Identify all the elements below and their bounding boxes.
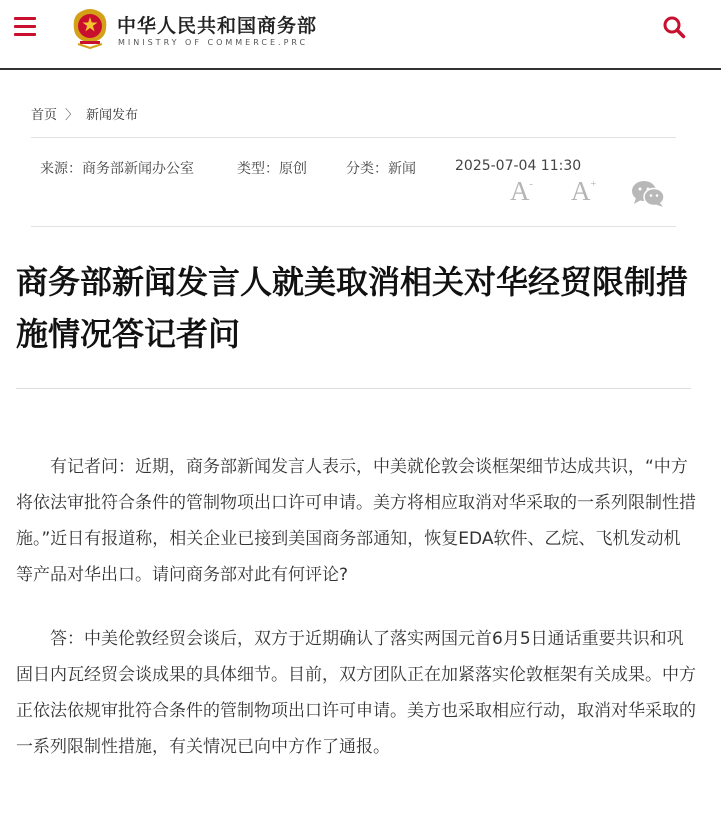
divider (16, 388, 691, 389)
national-emblem-icon[interactable] (70, 7, 110, 49)
font-decrease-sign: - (529, 179, 533, 190)
font-increase-label: A (571, 176, 591, 206)
menu-icon[interactable] (14, 17, 36, 39)
article-paragraph: 答：中美伦敦经贸会谈后，双方于近期确认了落实两国元首6月5日通话重要共识和巩固日内瓦经贸会谈成果的具体细节。目前，双方团队正在加紧落实伦敦框架有关成果。中方正依法依规审批符合条件的管制物项出口许可申请。美方也采取相应行动，取消对华采取的一系列限制性措施，有关情况已向中方作了通报。 (16, 629, 696, 757)
font-increase-sign: + (590, 179, 597, 190)
breadcrumb-home-link[interactable]: 首页 (31, 108, 58, 123)
divider (31, 137, 676, 138)
breadcrumb-separator: 〉 (65, 108, 79, 123)
meta-datetime: 2025-07-04 11:30 (455, 158, 582, 174)
meta-type: 类型：原创 (237, 161, 307, 177)
breadcrumb-current-link[interactable]: 新闻发布 (86, 108, 139, 123)
meta-category: 分类：新闻 (346, 161, 416, 177)
site-header (0, 0, 721, 70)
article-paragraph: 有记者问：近期，商务部新闻发言人表示，中美就伦敦会谈框架细节达成共识，“中方将依法审批符合条件的管制物项出口许可申请。美方将相应取消对华采取的一系列限制性措施。”近日有报道称，相关企业已接到美国商务部通知，恢复EDA软件、乙烷、飞机发动机等产品对华出口。请问商务部对此有何评论? (16, 457, 696, 585)
font-decrease-button[interactable] (510, 178, 533, 205)
article-title: 商务部新闻发言人就美取消相关对华经贸限制措施情况答记者问 (16, 263, 689, 353)
meta-source: 来源：商务部新闻办公室 (40, 161, 194, 177)
search-icon[interactable] (662, 15, 686, 39)
breadcrumb (31, 104, 138, 123)
site-title[interactable]: 中华人民共和国商务部 (117, 15, 318, 37)
font-decrease-label: A (510, 176, 530, 206)
font-increase-button[interactable] (571, 178, 596, 205)
divider (31, 226, 676, 227)
wechat-icon[interactable] (631, 180, 665, 208)
site-subtitle: MINISTRY OF COMMERCE.PRC (118, 38, 309, 47)
